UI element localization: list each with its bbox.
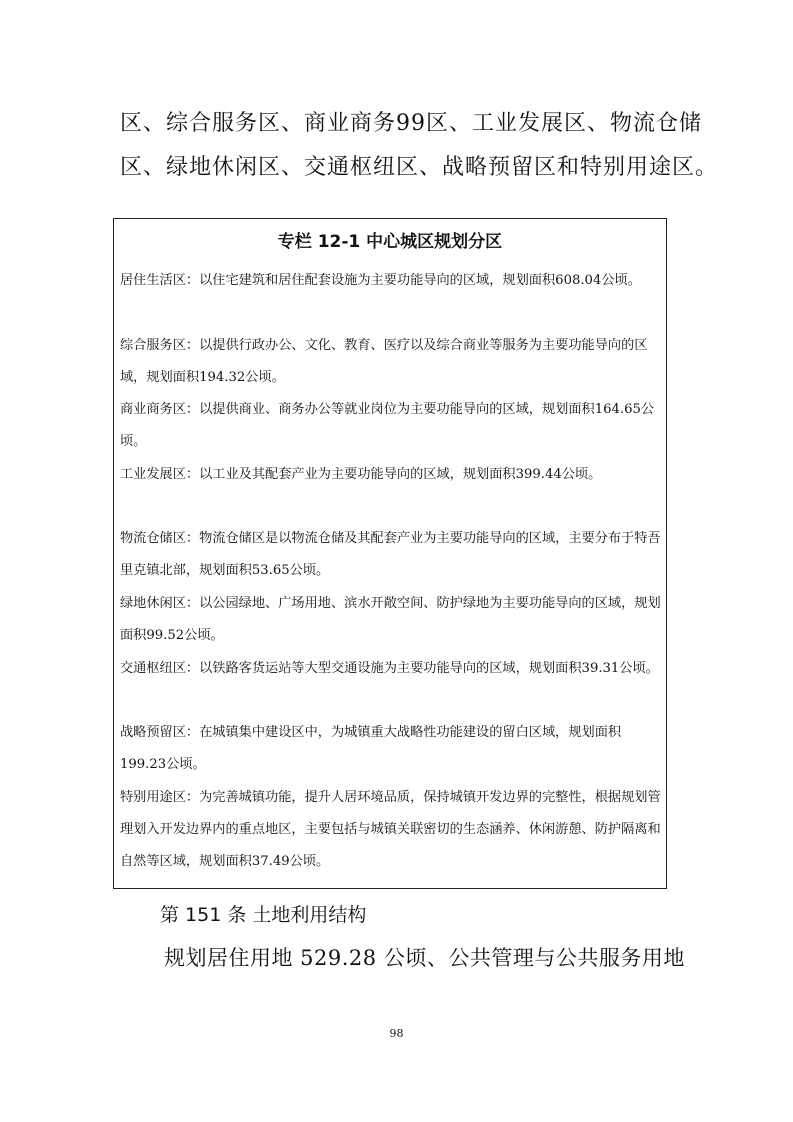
- zone-entry-list: [120, 265, 664, 882]
- zone-entry: 综合服务区：以提供行政办公、文化、教育、医疗以及综合商业等服务为主要功能导向的区域，规划面积194.32公顷。: [120, 337, 648, 385]
- page-number: 98: [389, 1027, 404, 1040]
- intro-paragraph: [120, 102, 719, 190]
- zone-entry: 商业商务区：以提供商业、商务办公等就业岗位为主要功能导向的区域，规划面积164.65公顷。: [120, 402, 655, 450]
- zone-entry: 工业发展区：以工业及其配套产业为主要功能导向的区域，规划面积399.44公顷。: [120, 466, 602, 482]
- zone-entry: 绿地休闲区：以公园绿地、广场用地、滨水开敞空间、防护绿地为主要功能导向的区域，规划面积99.52公顷。: [120, 595, 661, 643]
- article-body: 规划居住用地 529.28 公顷、公共管理与公共服务用地: [164, 946, 685, 970]
- zone-entry: 交通枢纽区：以铁路客货运站等大型交通设施为主要功能导向的区域，规划面积39.31公顷。: [120, 660, 659, 676]
- planning-zones-box: [113, 218, 667, 889]
- intro-line-1: 区、综合服务区、商业商务99区、工业发展区、物流仓储: [120, 111, 702, 136]
- zone-entry: 战略预留区：在城镇集中建设区中，为城镇重大战略性功能建设的留白区域，规划面积199.23公顷。: [120, 725, 622, 773]
- zone-entry: 物流仓储区：物流仓储区是以物流仓储及其配套产业为主要功能导向的区域，主要分布于特吾里克镇北部，规划面积53.65公顷。: [120, 531, 661, 579]
- zone-entry: 特别用途区：为完善城镇功能，提升人居环境品质，保持城镇开发边界的完整性，根据规划管理划入开发边界内的重点地区，主要包括与城镇关联密切的生态涵养、休闲游憩、防护隔离和自然等区域，规划面积37.49公顷。: [120, 789, 661, 869]
- box-title: 专栏 12-1 中心城区规划分区: [277, 232, 503, 252]
- article-heading: 第 151 条 土地利用结构: [160, 904, 367, 926]
- intro-line-2: 区、绿地休闲区、交通枢纽区、战略预留区和特别用途区。: [120, 155, 719, 180]
- zone-entry: 居住生活区：以住宅建筑和居住配套设施为主要功能导向的区域，规划面积608.04公顷。: [120, 273, 641, 288]
